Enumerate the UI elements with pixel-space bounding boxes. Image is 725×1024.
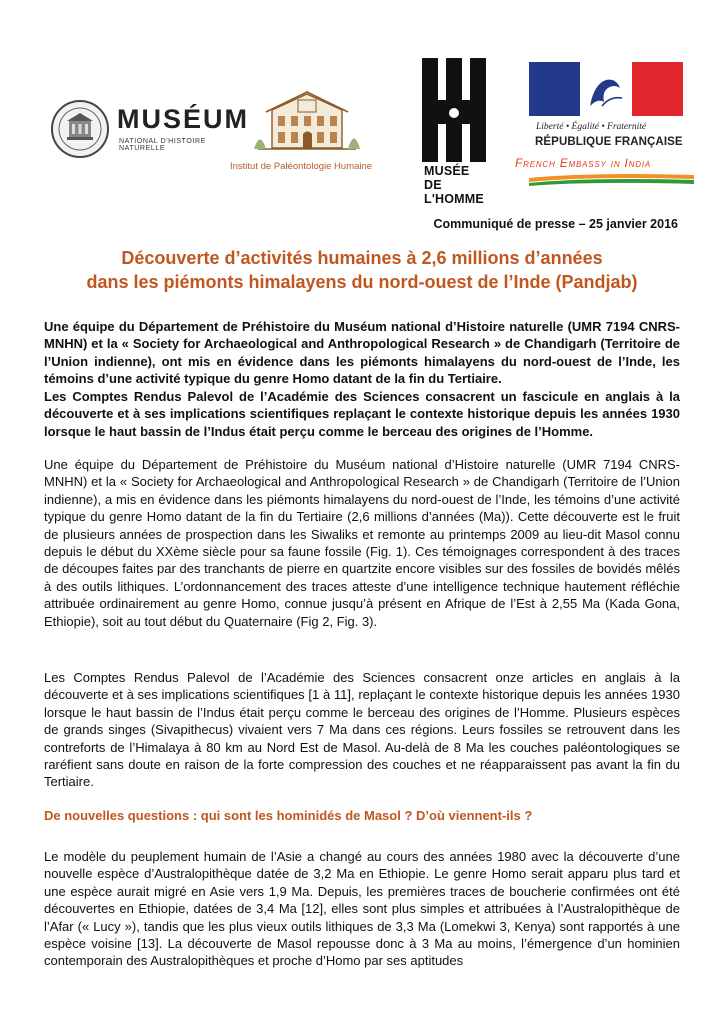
museum-logo [47,96,249,166]
museum-seal-icon [50,99,110,159]
embassy-label: French Embassy in India [515,156,651,170]
iph-building-icon [252,88,362,158]
india-flag-stripes-icon [529,172,694,186]
musee-de-l-homme-caption [424,164,488,206]
page-title [44,246,680,294]
museum-name: MUSÉUM [117,104,249,134]
iph-caption: Institut de Paléontologie Humaine [230,161,373,172]
flag-white-band [580,62,632,116]
musee-de-l-homme-logo [420,58,488,206]
musee-de-l-homme-line1: MUSÉE DE [424,164,470,192]
museum-subtitle: NATIONAL D'HISTOIRE NATURELLE [119,138,206,152]
lead-paragraph-1: Une équipe du Département de Préhistoire du Muséum national d’Histoire naturelle (UMR 7194 CNRS-MNHN) et la « Society for Archaeological and Anthropological Research » de Chandigarh (Territoire de l’Union indienne), ont mis en évidence dans les piémonts himalayens du nord-ouest de l’Inde, les témoins d’une activité typique du genre Homo datant de la fin du Tertiaire. [44,319,680,387]
musee-de-l-homme-mark-icon [420,58,488,162]
marianne-icon [580,62,632,116]
republique-motto: Liberté • Égalité • Fraternité [536,122,647,132]
flag-blue-band [529,62,580,116]
body-paragraph-2: Les Comptes Rendus Palevol de l’Académie des Sciences consacrent onze articles en anglais à la découverte et à ses implications scientifiques [1 à 11], replaçant le contexte historique depuis les années 1930 lorsque le haut bassin de l’Indus était perçu comme le berceau des origines de l’Homme. Plusieurs espèces de grands singes (Sivapithecus) vivaient vers 7 Ma dans ces régions. Leurs fossiles se retrouvent dans les contreforts de l’Himalaya à 80 km au Nord Est de Masol. Au-delà de 8 Ma les couches paléontologiques se raréfient sans doute en raison de la forte compression des couches et ne réapparaissent pas avant la fin du Tertiaire. [44,670,680,790]
press-release-date: Communiqué de presse – 25 janvier 2016 [433,217,678,231]
marianne-flag [529,62,683,116]
iph-logo [226,88,396,180]
republique-name: RÉPUBLIQUE FRANÇAISE [535,136,683,148]
body-paragraph-3: Le modèle du peuplement humain de l’Asie a changé au cours des années 1980 avec la découverte d’une nouvelle espèce d’Australopithèque datée de 3,2 Ma en Ethiopie. Le genre Homo serait apparu plus tard et une espèce aurait migré en Asie vers 1,9 Ma. Depuis, les premières traces de boucherie confirmées ont été découvertes en Ethiopie, datées de 3,4 Ma [12], elles sont plus simples et attribuées à l’Australopithèque de l’Afar (« Lucy »), tandis que les plus vieux outils lithiques de 3,3 Ma (Lomekwi 3, Kenya) sont rapportés à une espèce voisine [13]. La découverte de Masol repousse donc à 3 Ma au moins, l’émergence d’un hominien contemporain des Australopithèques et proche d’Homo par ses aptitudes [44,849,680,969]
title-line-2: dans les piémonts himalayens du nord-ouest de l’Inde (Pandjab) [86,272,638,292]
title-line-1: Découverte d’activités humaines à 2,6 millions d’années [121,248,603,268]
musee-de-l-homme-line2: L'HOMME [424,192,484,206]
lead-paragraph-2: Les Comptes Rendus Palevol de l’Académie des Sciences consacrent un fascicule en anglais à la découverte et à ses implications scientifiques replaçant le contexte historique depuis les années 1930 lorsque le haut bassin de l’Indus était perçu comme le berceau des origines de l’Homme. [44,389,680,439]
republique-francaise-logo [515,62,709,192]
flag-red-band [632,62,683,116]
body-paragraph-1: Une équipe du Département de Préhistoire du Muséum national d’Histoire naturelle (UMR 7194 CNRS-MNHN) et la « Society for Archaeological and Anthropological Research » de Chandigarh (Territoire de l’Union indienne), a mis en évidence dans les piémonts himalayens du nord-ouest de l’Inde, les témoins d’une activité typique du genre Homo datant de la fin du Tertiaire (2,6 millions d’années (Ma)). Cette découverte est le fruit de plusieurs années de prospection dans les Siwaliks et remonte au printemps 2009 au lieu-dit Masol connu depuis le début du XXème siècle pour sa faune fossile (Fig. 1). Ces témoignages correspondent à des traces de découpes faites par des tranchants de pierre en quartzite encore visibles sur des fossiles de bovidés mêlés à des outils lithiques. L’ordonnancement des traces atteste d’une intelligence technique hautement réfléchie attribuée ordinairement au genre Homo, connue jusqu’à présent en Afrique de l’Est à 2,55 Ma (Kada Gona, Ethiopie), soit au tout début du Quaternaire (Fig 2, Fig. 3). [44,457,680,629]
section-heading: De nouvelles questions : qui sont les hominidés de Masol ? D’où viennent-ils ? [44,808,533,823]
